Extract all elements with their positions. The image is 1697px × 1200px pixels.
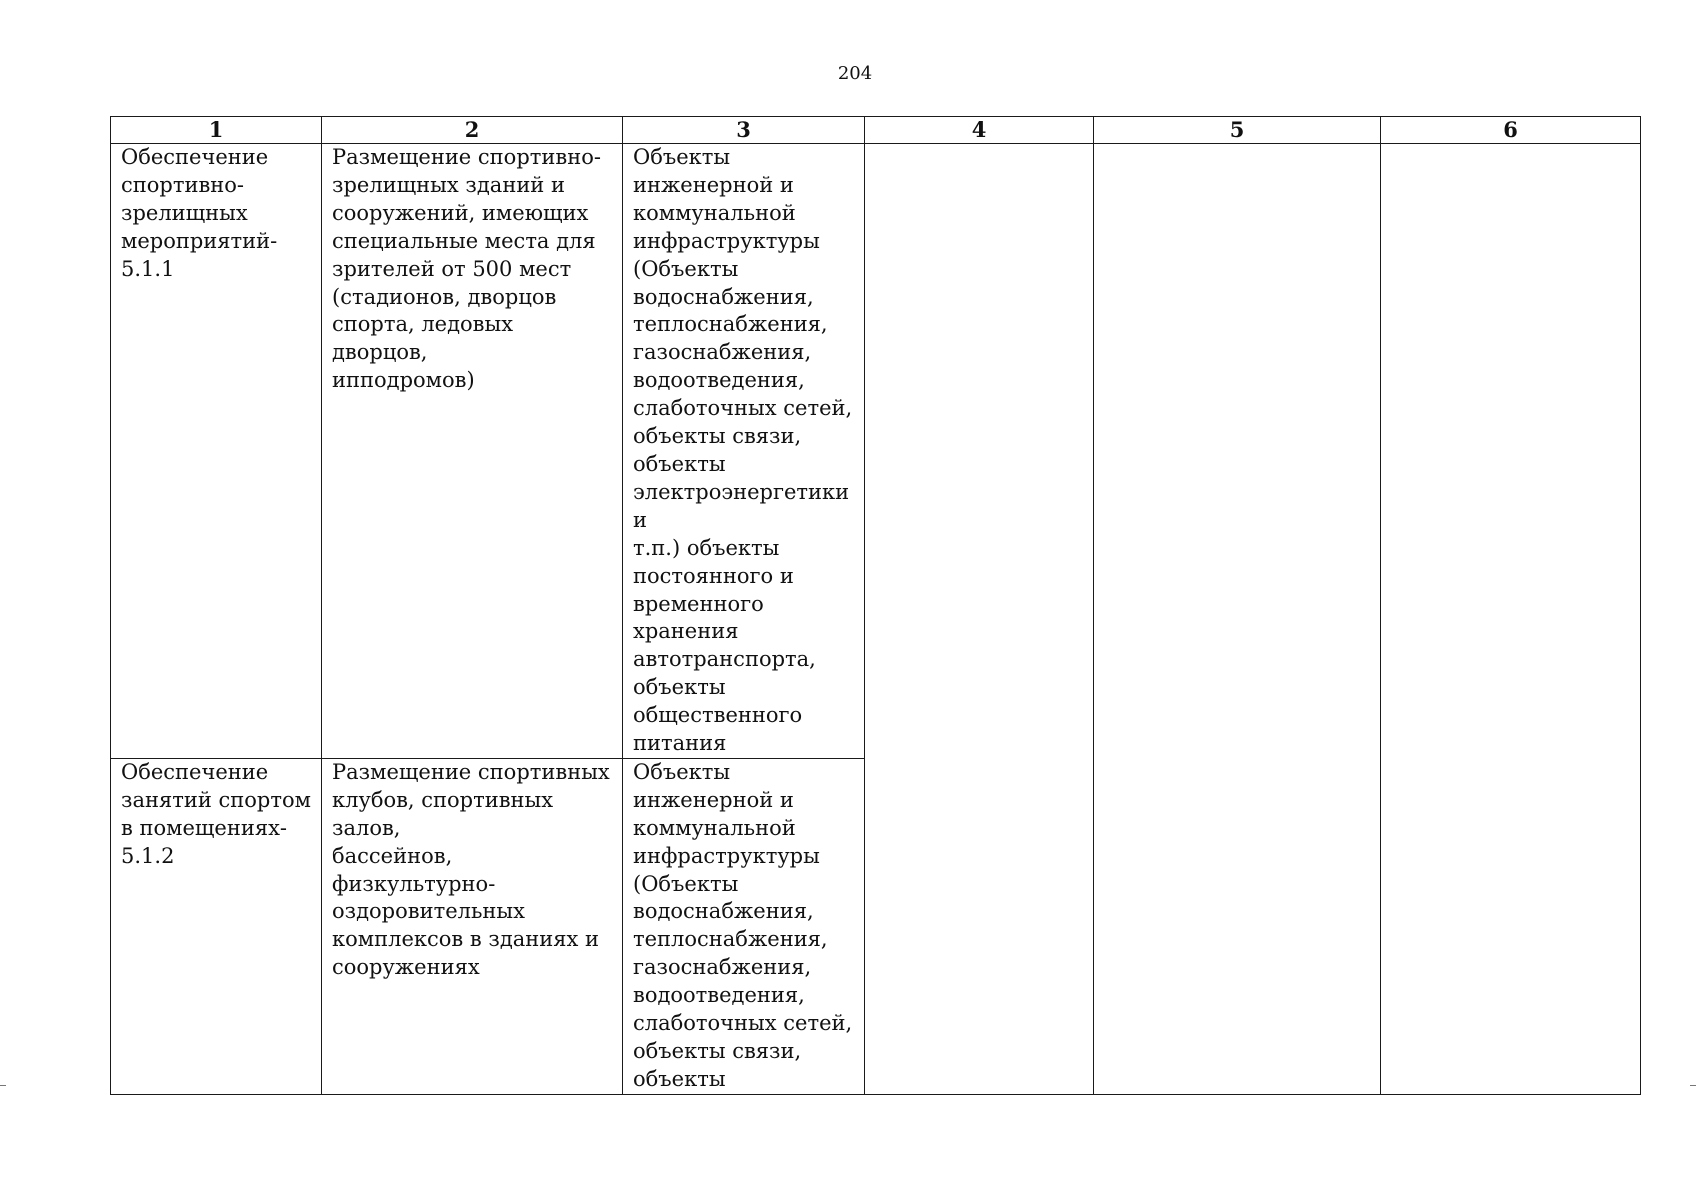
table-cell-empty-6 <box>1381 144 1641 1095</box>
table-cell-description <box>322 758 623 1094</box>
cell-text: Обеспечение спортивно- зрелищных мероприятий- 5.1.1 <box>121 145 278 281</box>
table-cell-empty-4 <box>865 144 1094 1095</box>
column-header-2: 2 <box>322 117 623 144</box>
table-cell-use-type <box>111 758 322 1094</box>
column-header-5: 5 <box>1094 117 1381 144</box>
cell-text: Обеспечение занятий спортом в помещениях- 5.1.2 <box>121 759 311 868</box>
page-number: 204 <box>837 63 873 84</box>
document-table <box>110 116 1641 1095</box>
cell-text: Объекты инженерной и коммунальной инфраструктуры (Объекты водоснабжения, теплоснабжения, газоснабжения, водоотведения, слаботочных сетей, объекты связи, объекты электроэнергетики и т.п.) объекты постоянного и временного хранения автотранспорта, объекты общественного питания <box>633 145 853 756</box>
table-cell-auxiliary-objects <box>623 758 865 1094</box>
scan-edge-mark <box>1690 1085 1696 1086</box>
table-cell-description <box>322 144 623 759</box>
column-header-4: 4 <box>865 117 1094 144</box>
table-cell-auxiliary-objects <box>623 144 865 759</box>
table-cell-use-type <box>111 144 322 759</box>
cell-text: Размещение спортивных клубов, спортивных залов, бассейнов, физкультурно- оздоровительных комплексов в зданиях и сооружениях <box>332 759 610 980</box>
scan-edge-mark <box>0 1085 6 1086</box>
cell-text: Размещение спортивно- зрелищных зданий и сооружений, имеющих специальные места для зрителей от 500 мест (стадионов, дворцов спорта, ледовых дворцов, ипподромов) <box>332 145 601 393</box>
column-header-1: 1 <box>111 117 322 144</box>
table-row <box>111 144 1641 759</box>
column-header-3: 3 <box>623 117 865 144</box>
table-cell-empty-5 <box>1094 144 1381 1095</box>
column-header-6: 6 <box>1381 117 1641 144</box>
cell-text: Объекты инженерной и коммунальной инфраструктуры (Объекты водоснабжения, теплоснабжения, газоснабжения, водоотведения, слаботочных сетей, объекты связи, объекты <box>633 759 853 1091</box>
table-header-row <box>111 117 1641 144</box>
